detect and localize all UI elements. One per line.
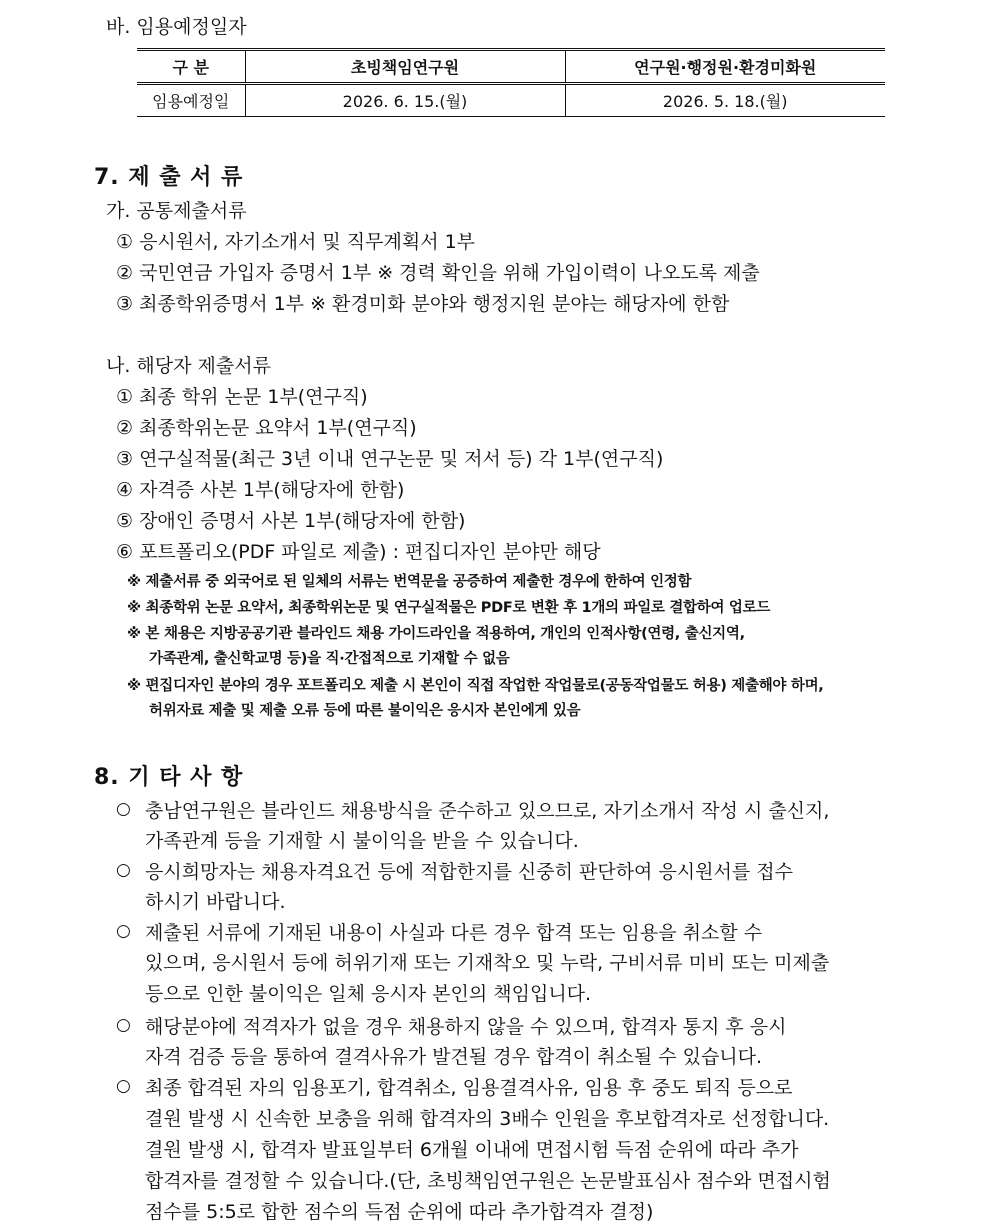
paragraph-line: 합격자를 결정할 수 있습니다.(단, 초빙책임연구원은 논문발표심사 점수와 면접시험 — [145, 1170, 831, 1192]
table-header-row — [137, 50, 885, 84]
paragraph-line: 결원 발생 시 신속한 보충을 위해 합격자의 3배수 인원을 후보합격자로 선정합니다. — [145, 1108, 830, 1130]
note-line: 허위자료 제출 및 제출 오류 등에 따른 불이익은 응시자 본인에게 있음 — [149, 703, 581, 719]
list-item: ③ 연구실적물(최근 3년 이내 연구논문 및 저서 등) 각 1부(연구직) — [116, 448, 664, 470]
table-row — [137, 84, 885, 117]
paragraph-line: 자격 검증 등을 통하여 결격사유가 발견될 경우 합격이 취소될 수 있습니다. — [145, 1046, 763, 1068]
list-item: ② 최종학위논문 요약서 1부(연구직) — [116, 417, 417, 439]
paragraph-line: 응시희망자는 채용자격요건 등에 적합한지를 신중히 판단하여 응시원서를 접수 — [145, 861, 793, 883]
paragraph-line: 최종 합격된 자의 임용포기, 합격취소, 임용결격사유, 임용 후 중도 퇴직 등으로 — [145, 1077, 793, 1099]
appointment-date-table — [137, 48, 885, 117]
subsection-label-appointment-date: 바. 임용예정일자 — [106, 16, 247, 38]
note-line: ※ 제출서류 중 외국어로 된 일체의 서류는 번역문을 공증하여 제출한 경우에 한하여 인정함 — [127, 574, 692, 590]
list-item: ① 응시원서, 자기소개서 및 직무계획서 1부 — [116, 231, 476, 253]
list-item: ⑤ 장애인 증명서 사본 1부(해당자에 한함) — [116, 510, 466, 532]
paragraph-line: 결원 발생 시, 합격자 발표일부터 6개월 이내에 면접시험 득점 순위에 따라 추가 — [145, 1139, 799, 1161]
circle-bullet-icon: ○ — [116, 1076, 131, 1096]
note-line: ※ 편집디자인 분야의 경우 포트폴리오 제출 시 본인이 직접 작업한 작업물로(공동작업물도 허용) 제출해야 하며, — [127, 678, 824, 694]
list-item: ③ 최종학위증명서 1부 ※ 환경미화 분야와 행정지원 분야는 해당자에 한함 — [116, 293, 730, 315]
paragraph-line: 하시기 바랍니다. — [145, 891, 286, 913]
table-header-cell: 초빙책임연구원 — [245, 50, 565, 84]
table-cell: 2026. 5. 18.(월) — [565, 84, 885, 117]
table-header-cell: 연구원·행정원·환경미화원 — [565, 50, 885, 84]
section-title-other-matters: 8. 기 타 사 항 — [94, 765, 244, 790]
list-item: ⑥ 포트폴리오(PDF 파일로 제출) : 편집디자인 분야만 해당 — [116, 541, 601, 563]
circle-bullet-icon: ○ — [116, 860, 131, 880]
paragraph-line: 충남연구원은 블라인드 채용방식을 준수하고 있으므로, 자기소개서 작성 시 출신지, — [145, 800, 830, 822]
note-line: ※ 최종학위 논문 요약서, 최종학위논문 및 연구실적물은 PDF로 변환 후 1개의 파일로 결합하여 업로드 — [127, 600, 771, 616]
section-title-submission-documents: 7. 제 출 서 류 — [94, 165, 244, 190]
subsection-label-common-documents: 가. 공통제출서류 — [106, 200, 247, 222]
paragraph-line: 등으로 인한 불이익은 일체 응시자 본인의 책임입니다. — [145, 983, 592, 1005]
paragraph-line: 가족관계 등을 기재할 시 불이익을 받을 수 있습니다. — [145, 830, 579, 852]
circle-bullet-icon: ○ — [116, 799, 131, 819]
subsection-label-applicable-documents: 나. 해당자 제출서류 — [106, 355, 271, 377]
table-cell: 임용예정일 — [137, 84, 245, 117]
list-item: ① 최종 학위 논문 1부(연구직) — [116, 386, 368, 408]
circle-bullet-icon: ○ — [116, 1015, 131, 1035]
paragraph-line: 해당분야에 적격자가 없을 경우 채용하지 않을 수 있으며, 합격자 통지 후 응시 — [145, 1016, 787, 1038]
circle-bullet-icon: ○ — [116, 921, 131, 941]
table-cell: 2026. 6. 15.(월) — [245, 84, 565, 117]
table-header-cell: 구 분 — [137, 50, 245, 84]
paragraph-line: 제출된 서류에 기재된 내용이 사실과 다른 경우 합격 또는 임용을 취소할 수 — [145, 922, 763, 944]
paragraph-line: 점수를 5:5로 합한 점수의 득점 순위에 따라 추가합격자 결정) — [145, 1201, 654, 1223]
list-item: ② 국민연금 가입자 증명서 1부 ※ 경력 확인을 위해 가입이력이 나오도록 제출 — [116, 262, 760, 284]
note-line: ※ 본 채용은 지방공공기관 블라인드 채용 가이드라인을 적용하여, 개인의 인적사항(연령, 출신지역, — [127, 626, 745, 642]
paragraph-line: 있으며, 응시원서 등에 허위기재 또는 기재착오 및 누락, 구비서류 미비 또는 미제출 — [145, 952, 830, 974]
note-line: 가족관계, 출신학교명 등)을 직·간접적으로 기재할 수 없음 — [149, 651, 510, 667]
list-item: ④ 자격증 사본 1부(해당자에 한함) — [116, 479, 405, 501]
